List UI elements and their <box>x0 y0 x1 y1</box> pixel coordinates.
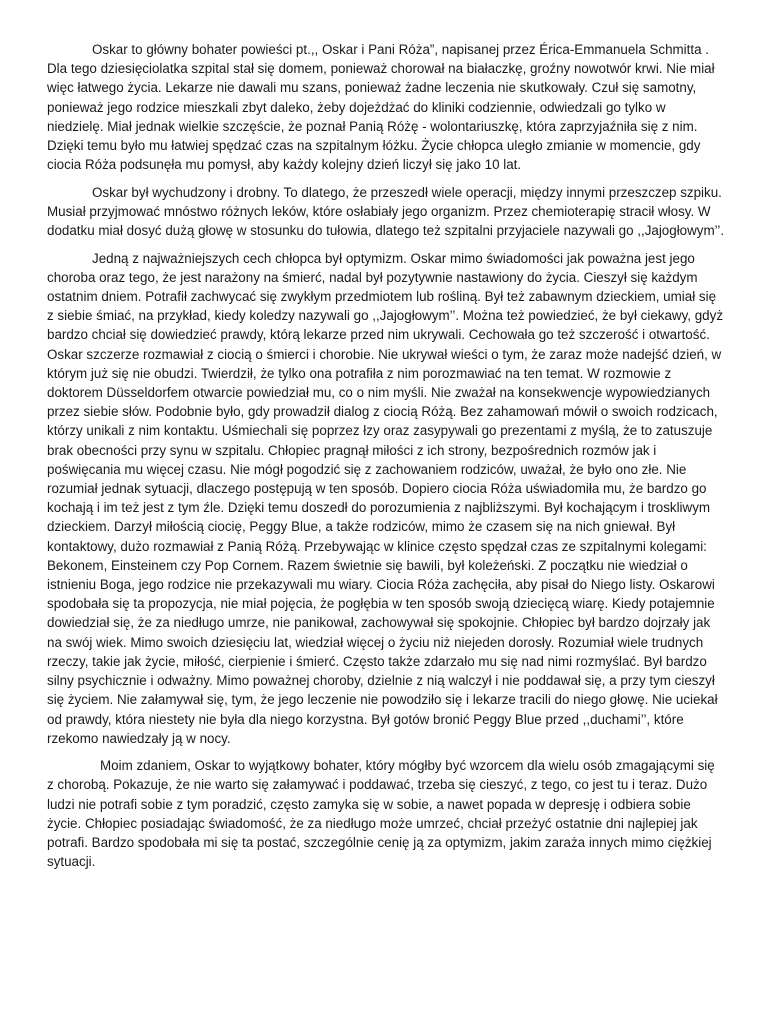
paragraph-introduction: Oskar to główny bohater powieści pt.,, Oskar i Pani Róża”, napisanej przez Érica-Emmanuela Schmitta . Dla tego dziesięciolatka szpital stał się domem, ponieważ chorował na białaczkę, groźny nowotwór krwi. Nie miał więc łatwego życia. Lekarze nie dawali mu szans, ponieważ żadne leczenia nie skutkowały. Czuł się samotny, ponieważ jego rodzice mieszkali zbyt daleko, żeby dojeżdżać do kliniki codziennie, odwiedzali go tylko w niedzielę. Miał jednak wielkie szczęście, że poznał Panią Różę - wolontariuszkę, która zaprzyjaźniła się z nim. Dzięki temu było mu łatwiej spędzać czas na szpitalnym łóżku. Życie chłopca uległo zmianie w momencie, gdy ciocia Róża podsunęła mu pomysł, aby każdy kolejny dzień liczył się jako 10 lat. <box>47 42 715 173</box>
paragraph-appearance: Oskar był wychudzony i drobny. To dlatego, że przeszedł wiele operacji, między innymi przeszczep szpiku. Musiał przyjmować mnóstwo różnych leków, które osłabiały jego organizm. Przez chemioterapię stracił włosy. W dodatku miał dosyć dużą głowę w stosunku do tułowia, dlatego też szpitalni przyjaciele nazywali go ,,Jajogłowym’’. <box>47 184 725 239</box>
document-page <box>47 40 725 880</box>
paragraph-conclusion: Moim zdaniem, Oskar to wyjątkowy bohater, który mógłby być wzorcem dla wielu osób zmagającymi się z chorobą. Pokazuje, że nie warto się załamywać i poddawać, trzeba się cieszyć, z tego, co jest tu i teraz. Dużo ludzi nie potrafi sobie z tym poradzić, często zamyka się w sobie, a nawet popada w depresję i odbiera sobie życie. Chłopiec posiadając świadomość, że za niedługo może umrzeć, chciał przeżyć ostatnie dni najlepiej jak potrafi. Bardzo spodobała mi się ta postać, szczególnie cenię ją za optymizm, jakim zaraża innych mimo ciężkiej sytuacji. <box>47 758 715 870</box>
paragraph-character-traits: Jedną z najważniejszych cech chłopca był optymizm. Oskar mimo świadomości jak poważna jest jego choroba oraz tego, że jest narażony na śmierć, nadal był pozytywnie nastawiony do życia. Cieszył się każdym ostatnim dniem. Potrafił zachwycać się zwykłym przedmiotem lub rośliną. Był też zabawnym dzieckiem, umiał się z siebie śmiać, na przykład, kiedy koledzy nazywali go ,,Jajogłowym’’. Można też powiedzieć, że był ciekawy, gdyż bardzo chciał się dowiedzieć prawdy, którą lekarze przed nim ukrywali. Cechowała go też szczerość i otwartość. Oskar szczerze rozmawiał z ciocią o śmierci i chorobie. Nie ukrywał wieści o tym, że zaraz może nadejść dzień, w którym już się nie obudzi. Twierdził, że tylko ona potrafiła z nim porozmawiać na ten temat. W rozmowie z doktorem Düsseldorfem otwarcie powiedział mu, co o nim myśli. Nie zważał na konsekwencje wypowiedzianych przez siebie słów. Podobnie było, gdy prowadził dialog z ciocią Różą. Bez zahamowań mówił o swoich rodzicach, którzy unikali z nim kontaktu. Uśmiechali się poprzez łzy oraz zasypywali go prezentami z myślą, że to zatuszuje brak obecności przy synu w szpitalu. Chłopiec pragnął miłości z ich strony, bezpośrednich rozmów jak i poświęcania mu więcej czasu. Nie mógł pogodzić się z zachowaniem rodziców, uważał, że było ono złe. Nie rozumiał jednak sytuacji, dlaczego postępują w ten sposób. Dopiero ciocia Róża uświadomiła mu, że bardzo go kochają i im też jest z tym źle. Dzięki temu doszedł do porozumienia z najbliższymi. Był kochającym i troskliwym dzieckiem. Darzył miłością ciocię, Peggy Blue, a także rodziców, mimo że czasem się na nich gniewał. Był kontaktowy, dużo rozmawiał z Panią Różą. Przebywając w klinice często spędzał czas ze szpitalnymi kolegami: Bekonem, Einsteinem czy Pop Cornem. Razem świetnie się bawili, był koleżeński. Z początku nie wiedział o istnieniu Boga, jego rodzice nie przekazywali mu wiary. Ciocia Róża zachęciła, aby pisał do Niego listy. Oskarowi spodobała się ta propozycja, nie miał pojęcia, że pogłębia w ten sposób swoją dziecięcą wiarę. Kiedy potajemnie dowiedział się, że za niedługo umrze, nie panikował, zachowywał się spokojnie. Chłopiec był bardzo dojrzały jak na swój wiek. Mimo swoich dziesięciu lat, wiedział więcej o życiu niż niejeden dorosły. Rozumiał wiele trudnych rzeczy, takie jak życie, miłość, cierpienie i śmierć. Często także zdarzało mu się nad nimi rozmyślać. Był bardzo silny psychicznie i odważny. Mimo poważnej choroby, dzielnie z nią walczył i nie poddawał się, a przy tym cieszył się życiem. Nie załamywał się, tym, że jego leczenie nie powodziło się i lekarze tracili do niego głowę. Nie uciekał od prawdy, która niestety nie była dla niego korzystna. Był gotów bronić Peggy Blue przed ,,duchami’’, które rzekomo nawiedzały ją w nocy. <box>47 250 724 746</box>
